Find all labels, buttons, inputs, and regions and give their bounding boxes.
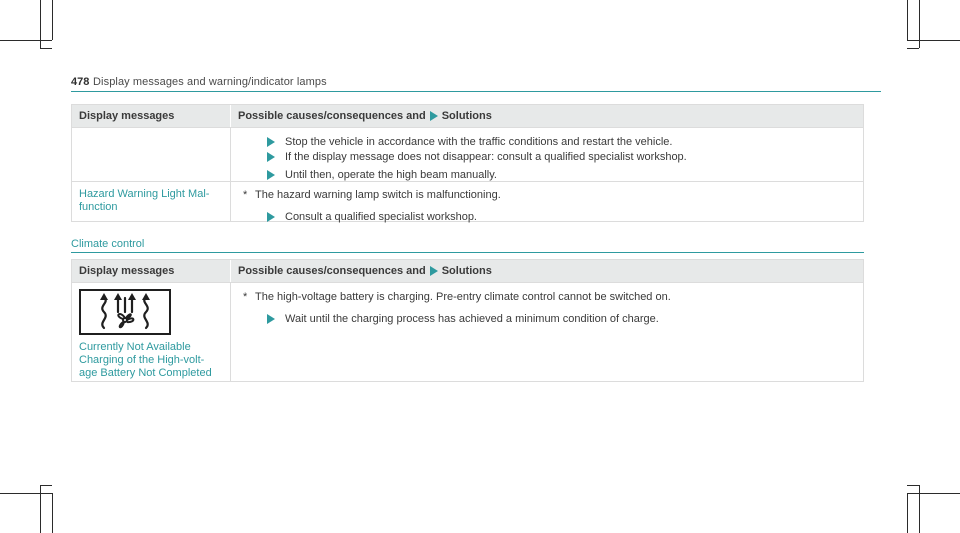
crop-mark [0, 40, 52, 41]
arrow-right-icon [267, 137, 275, 147]
crop-mark [907, 485, 919, 486]
column-header-causes [230, 260, 863, 282]
list-item [239, 210, 855, 224]
column-header-messages: Display messages [79, 110, 175, 122]
arrow-right-icon [430, 266, 438, 276]
table-row [72, 181, 863, 221]
header-rule [71, 91, 881, 92]
message-label-line: Charging of the High-volt- [79, 354, 205, 366]
list-item-text: Stop the vehicle in accordance with the traffic conditions and restart the vehicle. [285, 136, 673, 148]
message-cell [72, 182, 230, 221]
climate-control-table [71, 259, 864, 382]
list-item-text: Consult a qualified specialist workshop. [285, 211, 477, 223]
crop-mark [907, 48, 919, 49]
column-header-causes [230, 105, 863, 127]
arrow-right-icon [267, 314, 275, 324]
list-item [239, 168, 855, 182]
message-cell [72, 128, 230, 181]
crop-mark [907, 493, 908, 533]
page-number: 478 [71, 76, 90, 88]
message-cell [72, 283, 230, 381]
table-header [72, 105, 863, 127]
list-item [239, 312, 855, 326]
list-item [239, 135, 855, 149]
climate-fan-heat-icon-graphic [90, 292, 160, 332]
crop-mark [907, 493, 960, 494]
list-item-text: Until then, operate the high beam manually. [285, 169, 497, 181]
arrow-right-icon [267, 212, 275, 222]
message-label-line: age Battery Not Completed [79, 367, 212, 379]
causes-label: Possible causes/consequences and [238, 265, 426, 277]
display-messages-table [71, 104, 864, 222]
solution-cell [230, 283, 863, 381]
crop-mark [907, 40, 960, 41]
solutions-label: Solutions [441, 265, 492, 277]
crop-mark [907, 0, 908, 40]
crop-mark [0, 493, 52, 494]
table-row [72, 282, 863, 381]
arrow-right-icon [430, 111, 438, 121]
solution-cell [230, 182, 863, 221]
message-label-line: Hazard Warning Light Mal- [79, 188, 210, 200]
solutions-label: Solutions [441, 110, 492, 122]
arrow-right-icon [267, 152, 275, 162]
column-header-messages: Display messages [79, 265, 175, 277]
message-label-line: function [79, 201, 118, 213]
footnote-mark: * [243, 189, 248, 201]
crop-mark [52, 0, 53, 40]
table-row [72, 127, 863, 181]
cause-text: The high-voltage battery is charging. Pre-entry climate control cannot be switched on. [255, 291, 671, 303]
page-title: Display messages and warning/indicator lamps [93, 76, 327, 88]
list-item-text: Wait until the charging process has achieved a minimum condition of charge. [285, 313, 659, 325]
footnote-mark: * [243, 291, 248, 303]
table-header [72, 260, 863, 282]
cause-text: The hazard warning lamp switch is malfunctioning. [255, 189, 501, 201]
list-item-text: If the display message does not disappear: consult a qualified specialist workshop. [285, 151, 687, 163]
message-label-line: Currently Not Available [79, 341, 191, 353]
section-title: Climate control [71, 238, 145, 250]
cause-line [239, 188, 855, 202]
arrow-right-icon [267, 170, 275, 180]
page-header [71, 72, 881, 92]
crop-mark [52, 493, 53, 533]
solution-cell [230, 128, 863, 181]
cause-line [239, 290, 855, 304]
crop-mark [40, 48, 52, 49]
climate-fan-heat-icon [79, 289, 171, 335]
causes-label: Possible causes/consequences and [238, 110, 426, 122]
list-item [239, 150, 855, 164]
section-rule [71, 252, 864, 253]
crop-mark [40, 485, 52, 486]
